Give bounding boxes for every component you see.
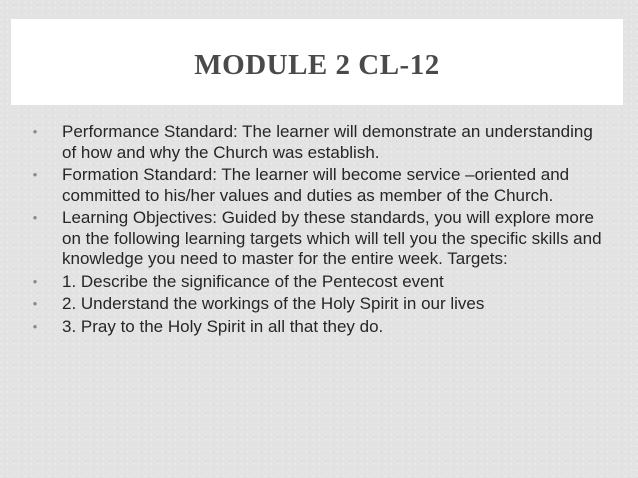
bullet-text: Learning Objectives: Guided by these standards, you will explore more on the following learning targets which will tell you the specific skills and knowledge you need to master for the entire week. Targets: [62, 208, 602, 268]
slide-title: MODULE 2 CL-12 [194, 48, 440, 81]
bullet-text: Formation Standard: The learner will become service –oriented and committed to his/her values and duties as member of the Church. [62, 165, 570, 205]
bullet-list [28, 122, 608, 339]
bullet-icon: • [32, 124, 38, 139]
bullet-text: 3. Pray to the Holy Spirit in all that they do. [62, 316, 384, 336]
bullet-text: Performance Standard: The learner will demonstrate an understanding of how and why the Church was establish. [62, 122, 593, 162]
title-box [11, 19, 623, 105]
bullet-item-target-3 [28, 317, 608, 338]
bullet-item-learning-objectives [28, 208, 608, 270]
bullet-item-target-2 [28, 294, 608, 315]
bullet-icon: • [32, 210, 38, 225]
bullet-item-formation-standard [28, 165, 608, 206]
bullet-text: 2. Understand the workings of the Holy Spirit in our lives [62, 294, 485, 313]
bullet-text: 1. Describe the significance of the Pentecost event [62, 271, 444, 291]
bullet-icon: • [32, 318, 38, 334]
bullet-item-performance-standard [28, 122, 608, 163]
bullet-item-target-1 [28, 272, 608, 293]
bullet-icon: • [32, 273, 38, 289]
bullet-icon: • [32, 296, 38, 311]
bullet-icon: • [32, 167, 38, 182]
